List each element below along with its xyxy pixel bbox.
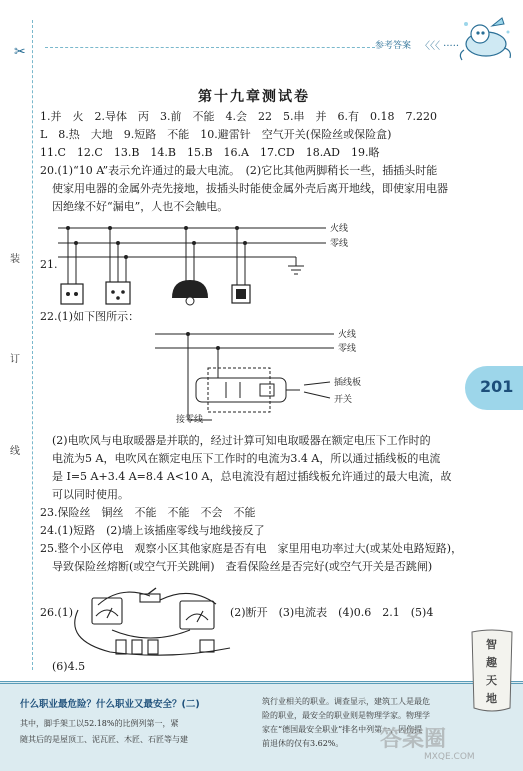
answer-line-22c: 是 I=5 A+3.4 A=8.4 A<10 A，总电流没有超过插线板允许通过的最大电流，故 <box>52 470 452 483</box>
watermark-url: MXQE.COM <box>424 752 475 762</box>
margin-label-ding: 订 <box>10 354 20 365</box>
answer-line-22a: (2)电吹风与电取暖器是并联的，经过计算可知电取暖器在额定电压下工作时的 <box>52 434 431 447</box>
fig22-neutral-wire-label: 零线 <box>338 344 357 354</box>
answer-line-26: (2)断开 (3)电流表 (4)0.6 2.1 (5)4 <box>230 606 434 619</box>
scissors-icon: ✂ <box>14 44 26 60</box>
header-section-label: 参考答案 <box>375 41 412 51</box>
answer-line-24: 24.(1)短路 (2)墙上该插座零线与地线接反了 <box>40 524 265 537</box>
trivia-right-line-1: 筑行业相关的职业。调查显示，建筑工人是最危 <box>262 697 430 706</box>
fig22-live-wire-label: 火线 <box>338 330 357 340</box>
trivia-left-line-2: 随其后的是屋顶工、泥瓦匠、木匠、石匠等与建 <box>20 735 188 744</box>
answer-line-22b: 电流为5 A，电吹风在额定电压下工作时的电流为3.4 A，所以通过插线板的电流 <box>52 452 441 465</box>
question-21-label: 21. <box>40 258 58 271</box>
trivia-right-line-4: 前退休的仅有3.62%。 <box>262 739 344 748</box>
trivia-title: 什么职业最危险？什么职业又最安全？(二) <box>20 699 200 710</box>
answer-line-2: L 8.热 大地 9.短路 不能 10.避雷针 空气开关(保险丝或保险盒) <box>40 128 392 141</box>
trivia-right-line-3: 家在“德国最安全职业”排名中列第一，因伤提 <box>262 725 423 734</box>
answer-line-23: 23.保险丝 铜丝 不能 不能 不会 不能 <box>40 506 256 519</box>
question-22-label: 22.(1)如下图所示： <box>40 310 140 323</box>
trivia-left-line-1: 其中，脚手架工以52.18%的比例列第一，紧 <box>20 719 179 728</box>
answer-line-26-6: (6)4.5 <box>52 660 86 673</box>
fig22-power-strip-label: 插线板 <box>334 378 362 388</box>
watermark-logo: 答案圈 <box>380 727 447 752</box>
margin-label-xian: 线 <box>10 446 20 457</box>
answer-line-20b: 使家用电器的金属外壳先接地，拔插头时能使金属外壳后离开地线，即使家用电器 <box>52 182 448 195</box>
answer-line-22d: 可以同时使用。 <box>52 488 129 501</box>
fig22-ground-label: 接零线 <box>176 415 204 425</box>
answer-line-25a: 25.整个小区停电 观察小区其他家庭是否有电 家里用电功率过大(或某处电路短路)， <box>40 542 463 555</box>
margin-label-zhuang: 装 <box>10 254 20 265</box>
answer-line-20c: 因绝缘不好“漏电”，人也不会触电。 <box>52 200 229 213</box>
header-arrows: 〈〈〈 ····· <box>420 41 460 52</box>
ribbon-char-3: 天 <box>486 674 497 687</box>
ribbon-char-4: 地 <box>486 692 497 705</box>
fig21-neutral-wire-label: 零线 <box>330 239 349 249</box>
ribbon-char-1: 智 <box>486 638 497 651</box>
ribbon-char-2: 趣 <box>486 656 497 669</box>
answer-line-25b: 导致保险丝熔断(或空气开关跳闸) 查看保险丝是否完好(或空气开关是否跳闸) <box>52 560 433 573</box>
question-26-label: 26.(1) <box>40 606 74 619</box>
trivia-right-line-2: 险的职业，最安全的职业则是物理学家。物理学 <box>262 711 430 720</box>
page-title: 第十九章测试卷 <box>198 89 310 105</box>
fig22-switch-label: 开关 <box>334 395 353 405</box>
fig21-live-wire-label: 火线 <box>330 224 349 234</box>
page-number: 201 <box>480 377 514 396</box>
answer-line-1: 1.并 火 2.导体 丙 3.前 不能 4.会 22 5.串 并 6.有 0.18 7.220 <box>40 110 437 123</box>
answer-line-20a: 20.(1)“10 A”表示允许通过的最大电流。 (2)它比其他两脚稍长一些，插插头时能 <box>40 164 438 177</box>
answer-line-3: 11.C 12.C 13.B 14.B 15.B 16.A 17.CD 18.AD 19.略 <box>40 146 380 159</box>
